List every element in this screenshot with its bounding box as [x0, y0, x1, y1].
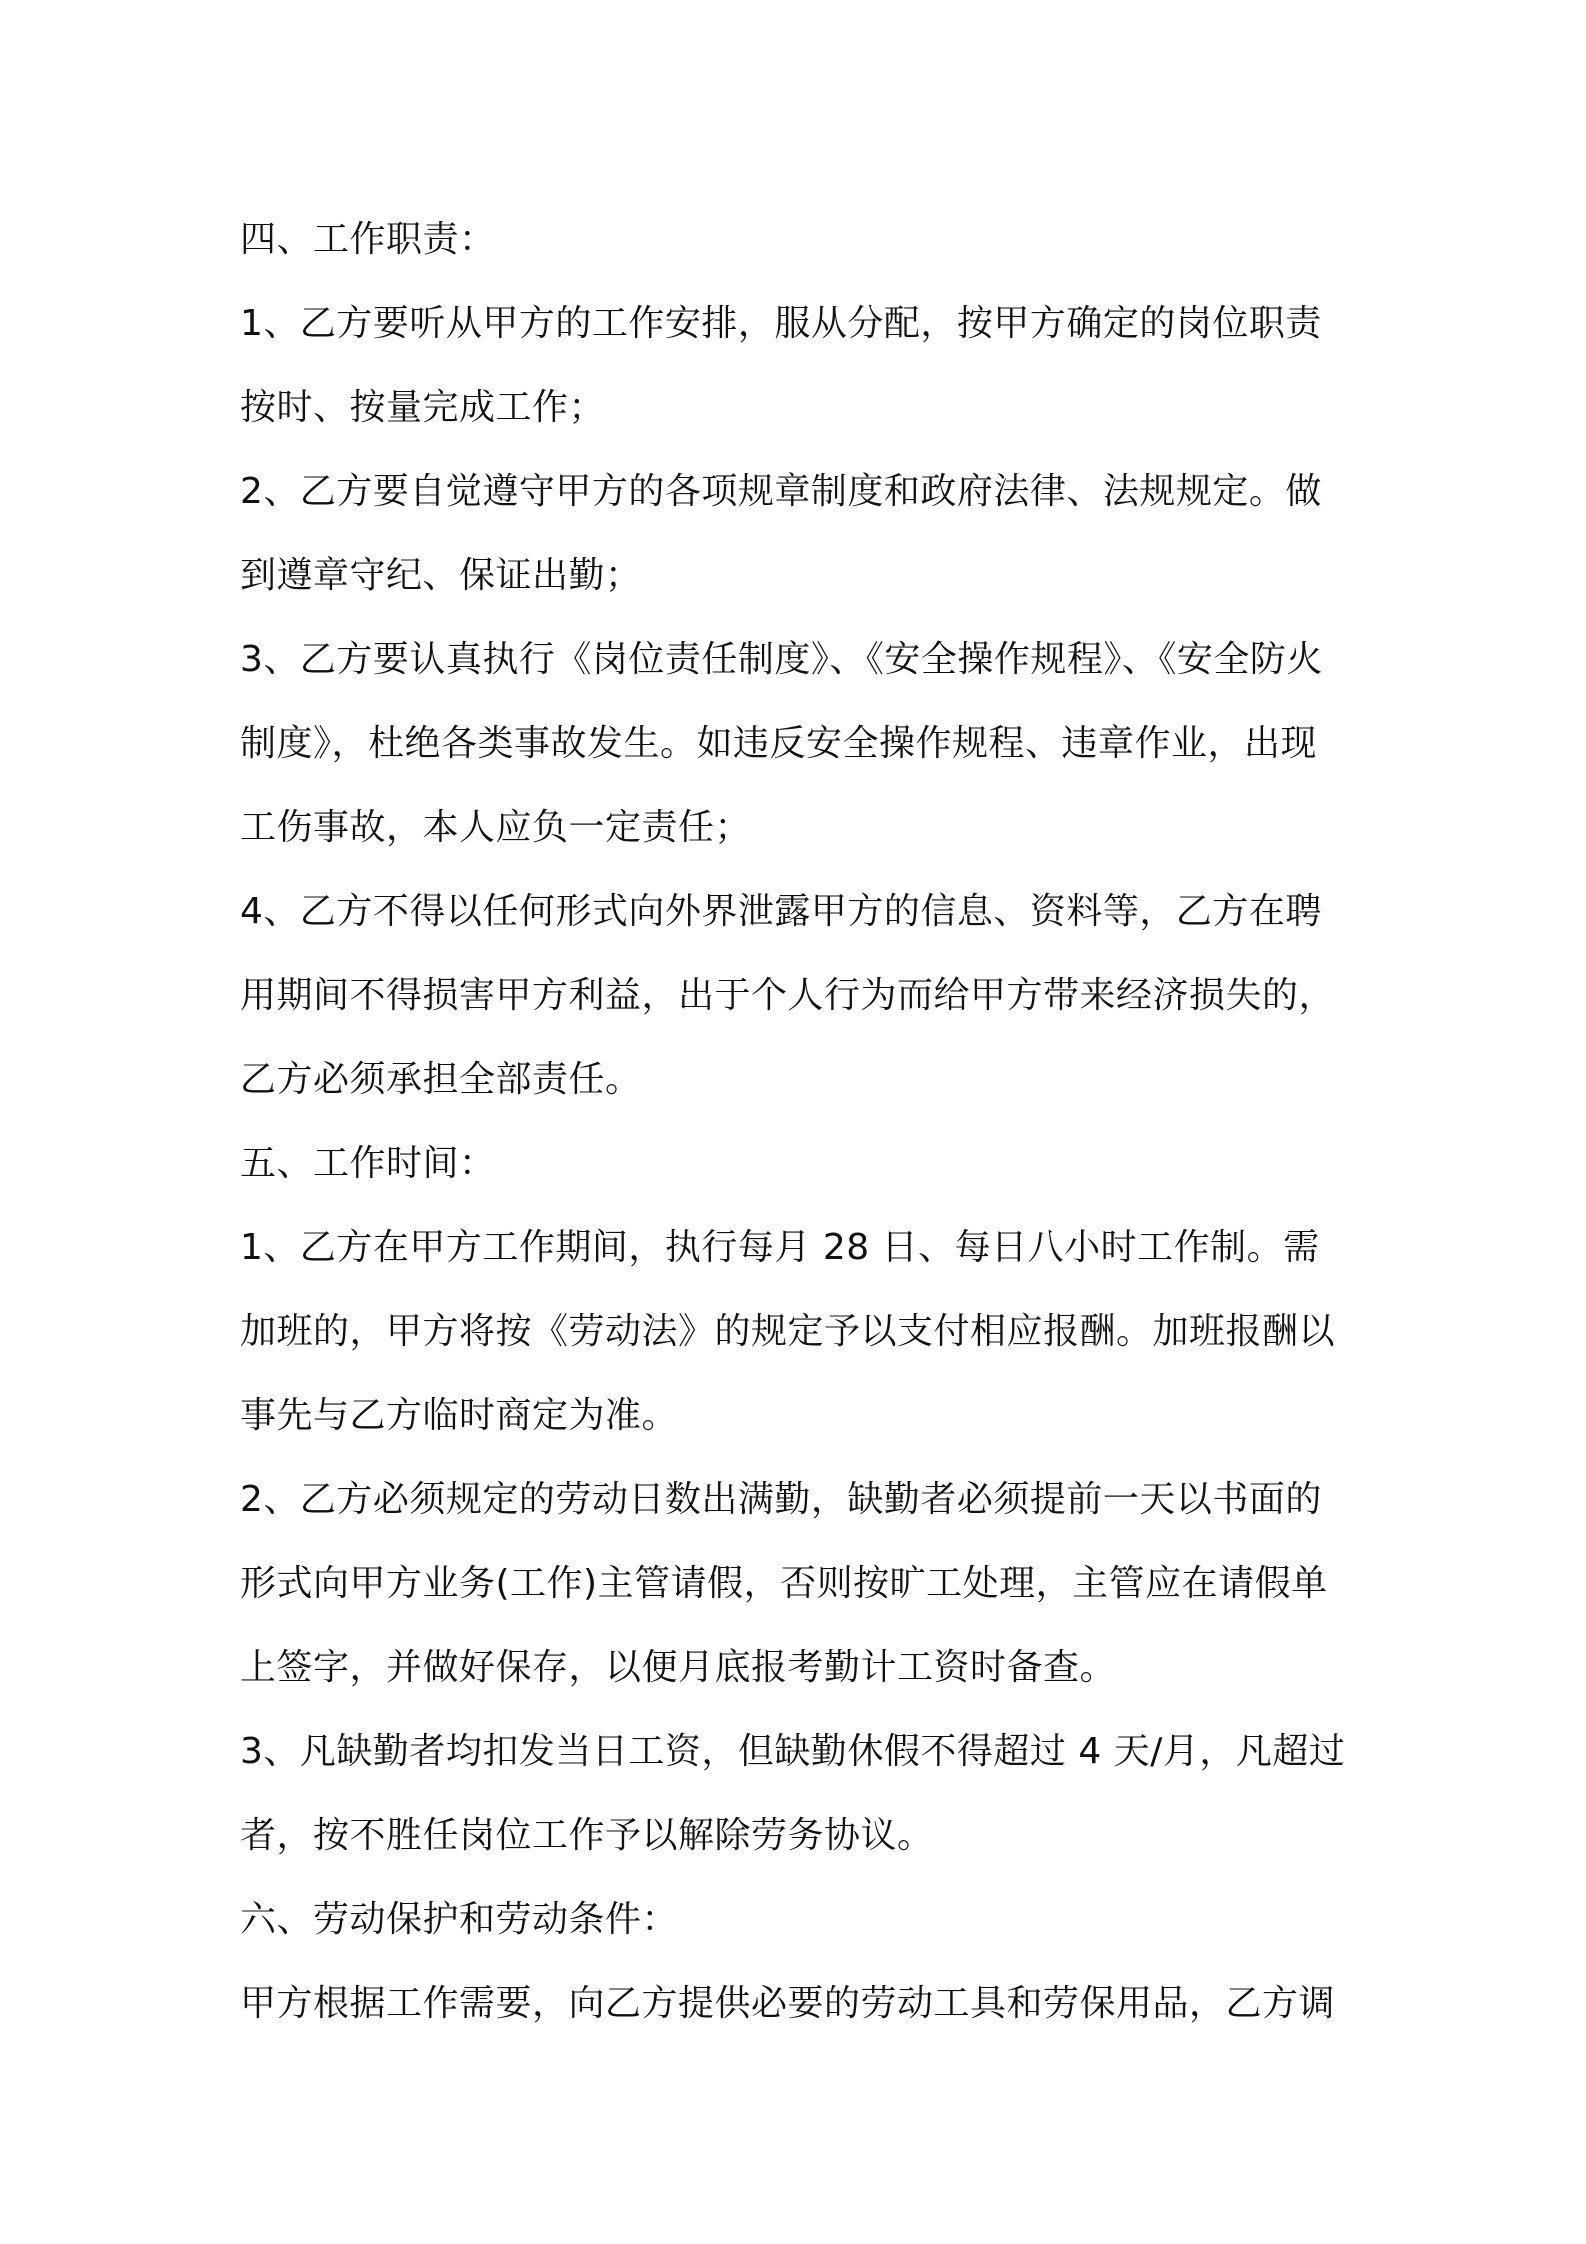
- text-line: 事先与乙方临时商定为准。: [240, 1395, 679, 1436]
- text-line: 2、乙方必须规定的劳动日数出满勤，缺勤者必须提前一天以书面的: [240, 1479, 1322, 1520]
- text-line: 按时、按量完成工作；: [240, 387, 606, 428]
- text-line: 上签字，并做好保存，以便月底报考勤计工资时备查。: [240, 1647, 1117, 1688]
- text-line: 1、乙方在甲方工作期间，执行每月 28 日、每日八小时工作制。需: [240, 1227, 1320, 1268]
- text-line: 4、乙方不得以任何形式向外界泄露甲方的信息、资料等，乙方在聘: [240, 891, 1322, 932]
- text-line: 制度》，杜绝各类事故发生。如违反安全操作规程、违章作业，出现: [240, 723, 1318, 764]
- text-line: 用期间不得损害甲方利益，出于个人行为而给甲方带来经济损失的，: [240, 975, 1336, 1016]
- section-heading-labor-protection: 六、劳动保护和劳动条件：: [240, 1899, 679, 1940]
- text-line: 者，按不胜任岗位工作予以解除劳务协议。: [240, 1815, 934, 1856]
- text-line: 乙方必须承担全部责任。: [240, 1059, 642, 1100]
- text-line: 2、乙方要自觉遵守甲方的各项规章制度和政府法律、法规规定。做: [240, 471, 1322, 512]
- text-line: 1、乙方要听从甲方的工作安排，服从分配，按甲方确定的岗位职责: [240, 303, 1322, 344]
- text-line: 加班的，甲方将按《劳动法》的规定予以支付相应报酬。加班报酬以: [240, 1311, 1336, 1352]
- section-heading-duties: 四、工作职责：: [240, 219, 496, 260]
- text-line: 形式向甲方业务(工作)主管请假，否则按旷工处理，主管应在请假单: [240, 1563, 1328, 1604]
- section-heading-work-time: 五、工作时间：: [240, 1143, 496, 1184]
- document-body: [240, 198, 1355, 2046]
- text-line: 3、凡缺勤者均扣发当日工资，但缺勤休假不得超过 4 天/月，凡超过: [240, 1731, 1346, 1772]
- text-line: 到遵章守纪、保证出勤；: [240, 555, 642, 596]
- text-line: 3、乙方要认真执行《岗位责任制度》、《安全操作规程》、《安全防火: [240, 639, 1323, 680]
- text-line: 工伤事故，本人应负一定责任；: [240, 807, 752, 848]
- text-line: 甲方根据工作需要，向乙方提供必要的劳动工具和劳保用品，乙方调: [240, 1983, 1336, 2024]
